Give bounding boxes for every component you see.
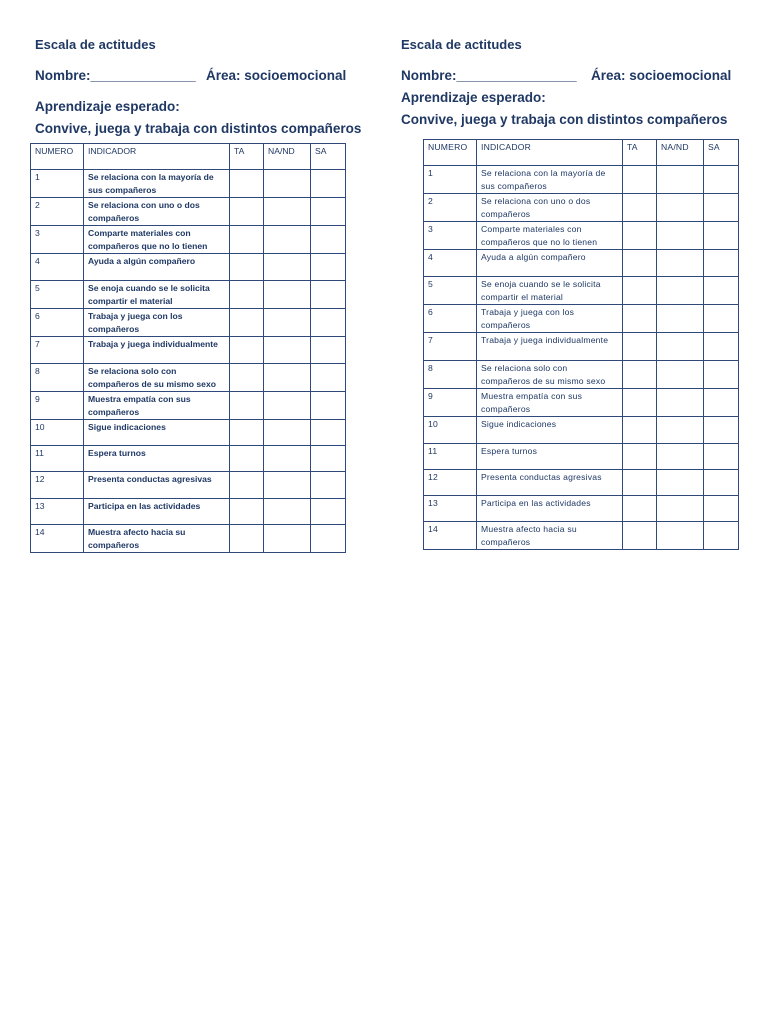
row-number: 5 [31, 281, 84, 309]
row-indicator: Sigue indicaciones [84, 420, 230, 446]
row-indicator: Comparte materiales con compañeros que no lo tienen [84, 226, 230, 254]
table-row [31, 392, 346, 420]
cell-sa[interactable] [311, 392, 346, 420]
cell-ta[interactable] [623, 470, 657, 496]
expected-learning-label: Aprendizaje esperado: [35, 99, 180, 114]
cell-na-nd[interactable] [264, 226, 311, 254]
row-indicator: Se enoja cuando se le solicita compartir el material [477, 277, 623, 305]
cell-sa[interactable] [704, 194, 739, 222]
row-number: 7 [424, 333, 477, 361]
cell-na-nd[interactable] [264, 198, 311, 226]
row-indicator: Muestra afecto hacia su compañeros [84, 525, 230, 553]
cell-ta[interactable] [230, 281, 264, 309]
row-indicator: Presenta conductas agresivas [477, 470, 623, 496]
row-indicator: Espera turnos [477, 444, 623, 470]
cell-na-nd[interactable] [657, 250, 704, 277]
row-number: 14 [424, 522, 477, 550]
cell-na-nd[interactable] [657, 333, 704, 361]
row-number: 7 [31, 337, 84, 364]
row-number: 1 [424, 166, 477, 194]
cell-sa[interactable] [311, 420, 346, 446]
row-indicator: Ayuda a algún compañero [84, 254, 230, 281]
cell-ta[interactable] [623, 166, 657, 194]
cell-ta[interactable] [230, 226, 264, 254]
table-row [31, 309, 346, 337]
row-indicator: Muestra empatía con sus compañeros [477, 389, 623, 417]
cell-ta[interactable] [623, 194, 657, 222]
cell-sa[interactable] [311, 254, 346, 281]
table-row [31, 170, 346, 198]
cell-sa[interactable] [311, 525, 346, 553]
table-row [424, 166, 739, 194]
row-number: 1 [31, 170, 84, 198]
cell-ta[interactable] [230, 364, 264, 392]
row-indicator: Ayuda a algún compañero [477, 250, 623, 277]
row-indicator: Espera turnos [84, 446, 230, 472]
table-row [31, 364, 346, 392]
row-number: 6 [31, 309, 84, 337]
row-indicator: Presenta conductas agresivas [84, 472, 230, 499]
table-row [424, 277, 739, 305]
cell-na-nd[interactable] [264, 254, 311, 281]
cell-ta[interactable] [623, 222, 657, 250]
table-row [424, 522, 739, 550]
cell-ta[interactable] [230, 525, 264, 553]
cell-ta[interactable] [623, 361, 657, 389]
cell-ta[interactable] [623, 277, 657, 305]
row-indicator: Se enoja cuando se le solicita compartir el material [84, 281, 230, 309]
row-indicator: Se relaciona con uno o dos compañeros [477, 194, 623, 222]
table-row [424, 222, 739, 250]
cell-na-nd[interactable] [264, 525, 311, 553]
row-number: 12 [424, 470, 477, 496]
row-indicator: Se relaciona con la mayoría de sus compañeros [84, 170, 230, 198]
table-row [424, 194, 739, 222]
row-number: 4 [31, 254, 84, 281]
table-row [424, 470, 739, 496]
table-row [424, 250, 739, 277]
row-indicator: Muestra afecto hacia su compañeros [477, 522, 623, 550]
cell-na-nd[interactable] [657, 277, 704, 305]
cell-na-nd[interactable] [657, 444, 704, 470]
cell-na-nd[interactable] [264, 170, 311, 198]
cell-sa[interactable] [704, 444, 739, 470]
table-row [31, 446, 346, 472]
table-header-row [31, 144, 346, 170]
row-number: 8 [31, 364, 84, 392]
cell-na-nd[interactable] [657, 470, 704, 496]
cell-sa[interactable] [311, 472, 346, 499]
cell-sa[interactable] [704, 361, 739, 389]
cell-sa[interactable] [311, 226, 346, 254]
cell-sa[interactable] [704, 417, 739, 444]
table-row [424, 389, 739, 417]
area-label: Área: socioemocional [206, 68, 347, 83]
cell-sa[interactable] [704, 522, 739, 550]
header-sa: SA [704, 140, 739, 166]
cell-na-nd[interactable] [264, 281, 311, 309]
cell-na-nd[interactable] [264, 446, 311, 472]
cell-ta[interactable] [623, 333, 657, 361]
row-number: 13 [31, 499, 84, 525]
expected-learning-text: Convive, juega y trabaja con distintos compañeros [401, 112, 728, 127]
row-number: 9 [424, 389, 477, 417]
cell-na-nd[interactable] [264, 309, 311, 337]
cell-ta[interactable] [623, 522, 657, 550]
cell-ta[interactable] [230, 472, 264, 499]
row-number: 14 [31, 525, 84, 553]
table-row [31, 420, 346, 446]
name-field-label: Nombre:______________ [35, 68, 196, 83]
expected-learning-label: Aprendizaje esperado: [401, 90, 546, 105]
table-row [31, 198, 346, 226]
cell-na-nd[interactable] [264, 364, 311, 392]
row-indicator: Trabaja y juega con los compañeros [477, 305, 623, 333]
cell-sa[interactable] [704, 470, 739, 496]
header-indicador: INDICADOR [477, 140, 623, 166]
cell-sa[interactable] [311, 499, 346, 525]
header-numero: NUMERO [424, 140, 477, 166]
table-row [424, 305, 739, 333]
table-row [31, 499, 346, 525]
table-body [31, 144, 346, 553]
table-header-row [424, 140, 739, 166]
header-sa: SA [311, 144, 346, 170]
table-row [31, 254, 346, 281]
table-row [31, 525, 346, 553]
row-number: 10 [424, 417, 477, 444]
cell-sa[interactable] [704, 222, 739, 250]
row-indicator: Muestra empatía con sus compañeros [84, 392, 230, 420]
row-indicator: Trabaja y juega con los compañeros [84, 309, 230, 337]
cell-sa[interactable] [704, 166, 739, 194]
row-number: 2 [424, 194, 477, 222]
cell-na-nd[interactable] [657, 417, 704, 444]
attitude-scale-table [423, 139, 739, 550]
area-label: Área: socioemocional [591, 68, 732, 83]
cell-na-nd[interactable] [264, 499, 311, 525]
table-row [424, 361, 739, 389]
table-row [31, 337, 346, 364]
cell-sa[interactable] [704, 277, 739, 305]
header-indicador: INDICADOR [84, 144, 230, 170]
cell-na-nd[interactable] [264, 472, 311, 499]
cell-sa[interactable] [704, 389, 739, 417]
row-number: 4 [424, 250, 477, 277]
cell-na-nd[interactable] [657, 194, 704, 222]
cell-sa[interactable] [704, 496, 739, 522]
table-row [424, 496, 739, 522]
cell-ta[interactable] [230, 254, 264, 281]
row-indicator: Trabaja y juega individualmente [84, 337, 230, 364]
cell-na-nd[interactable] [657, 389, 704, 417]
cell-ta[interactable] [623, 444, 657, 470]
row-indicator: Se relaciona solo con compañeros de su mismo sexo [84, 364, 230, 392]
cell-ta[interactable] [230, 309, 264, 337]
header-ta: TA [230, 144, 264, 170]
row-number: 8 [424, 361, 477, 389]
expected-learning-text: Convive, juega y trabaja con distintos compañeros [35, 121, 362, 136]
row-indicator: Se relaciona con la mayoría de sus compañeros [477, 166, 623, 194]
cell-sa[interactable] [311, 309, 346, 337]
cell-sa[interactable] [311, 446, 346, 472]
cell-sa[interactable] [704, 250, 739, 277]
cell-na-nd[interactable] [657, 522, 704, 550]
row-indicator: Participa en las actividades [477, 496, 623, 522]
cell-ta[interactable] [623, 305, 657, 333]
cell-sa[interactable] [311, 170, 346, 198]
cell-na-nd[interactable] [657, 361, 704, 389]
row-indicator: Trabaja y juega individualmente [477, 333, 623, 361]
table-row [31, 226, 346, 254]
table-row [424, 444, 739, 470]
cell-ta[interactable] [230, 198, 264, 226]
cell-ta[interactable] [623, 250, 657, 277]
row-indicator: Se relaciona solo con compañeros de su mismo sexo [477, 361, 623, 389]
sheet-title: Escala de actitudes [401, 37, 522, 52]
row-number: 3 [424, 222, 477, 250]
attitude-scale-table [30, 143, 346, 553]
name-field-label: Nombre:________________ [401, 68, 577, 83]
row-indicator: Se relaciona con uno o dos compañeros [84, 198, 230, 226]
table-body [424, 140, 739, 550]
cell-sa[interactable] [704, 305, 739, 333]
row-indicator: Participa en las actividades [84, 499, 230, 525]
header-na-nd: NA/ND [657, 140, 704, 166]
cell-ta[interactable] [230, 392, 264, 420]
cell-na-nd[interactable] [657, 166, 704, 194]
row-indicator: Comparte materiales con compañeros que no lo tienen [477, 222, 623, 250]
cell-ta[interactable] [623, 389, 657, 417]
row-number: 10 [31, 420, 84, 446]
cell-sa[interactable] [311, 337, 346, 364]
row-number: 3 [31, 226, 84, 254]
table-row [424, 417, 739, 444]
cell-na-nd[interactable] [264, 337, 311, 364]
row-number: 13 [424, 496, 477, 522]
cell-ta[interactable] [230, 499, 264, 525]
cell-sa[interactable] [311, 198, 346, 226]
header-ta: TA [623, 140, 657, 166]
sheet-title: Escala de actitudes [35, 37, 156, 52]
cell-ta[interactable] [230, 420, 264, 446]
row-number: 9 [31, 392, 84, 420]
cell-ta[interactable] [230, 337, 264, 364]
row-number: 2 [31, 198, 84, 226]
cell-ta[interactable] [230, 170, 264, 198]
cell-ta[interactable] [230, 446, 264, 472]
cell-na-nd[interactable] [657, 496, 704, 522]
header-na-nd: NA/ND [264, 144, 311, 170]
cell-ta[interactable] [623, 496, 657, 522]
row-number: 6 [424, 305, 477, 333]
row-number: 5 [424, 277, 477, 305]
cell-sa[interactable] [704, 333, 739, 361]
table-row [424, 333, 739, 361]
cell-na-nd[interactable] [657, 222, 704, 250]
cell-ta[interactable] [623, 417, 657, 444]
cell-na-nd[interactable] [657, 305, 704, 333]
table-row [31, 281, 346, 309]
header-numero: NUMERO [31, 144, 84, 170]
row-number: 12 [31, 472, 84, 499]
row-indicator: Sigue indicaciones [477, 417, 623, 444]
cell-sa[interactable] [311, 364, 346, 392]
cell-na-nd[interactable] [264, 420, 311, 446]
table-row [31, 472, 346, 499]
row-number: 11 [31, 446, 84, 472]
cell-sa[interactable] [311, 281, 346, 309]
row-number: 11 [424, 444, 477, 470]
cell-na-nd[interactable] [264, 392, 311, 420]
